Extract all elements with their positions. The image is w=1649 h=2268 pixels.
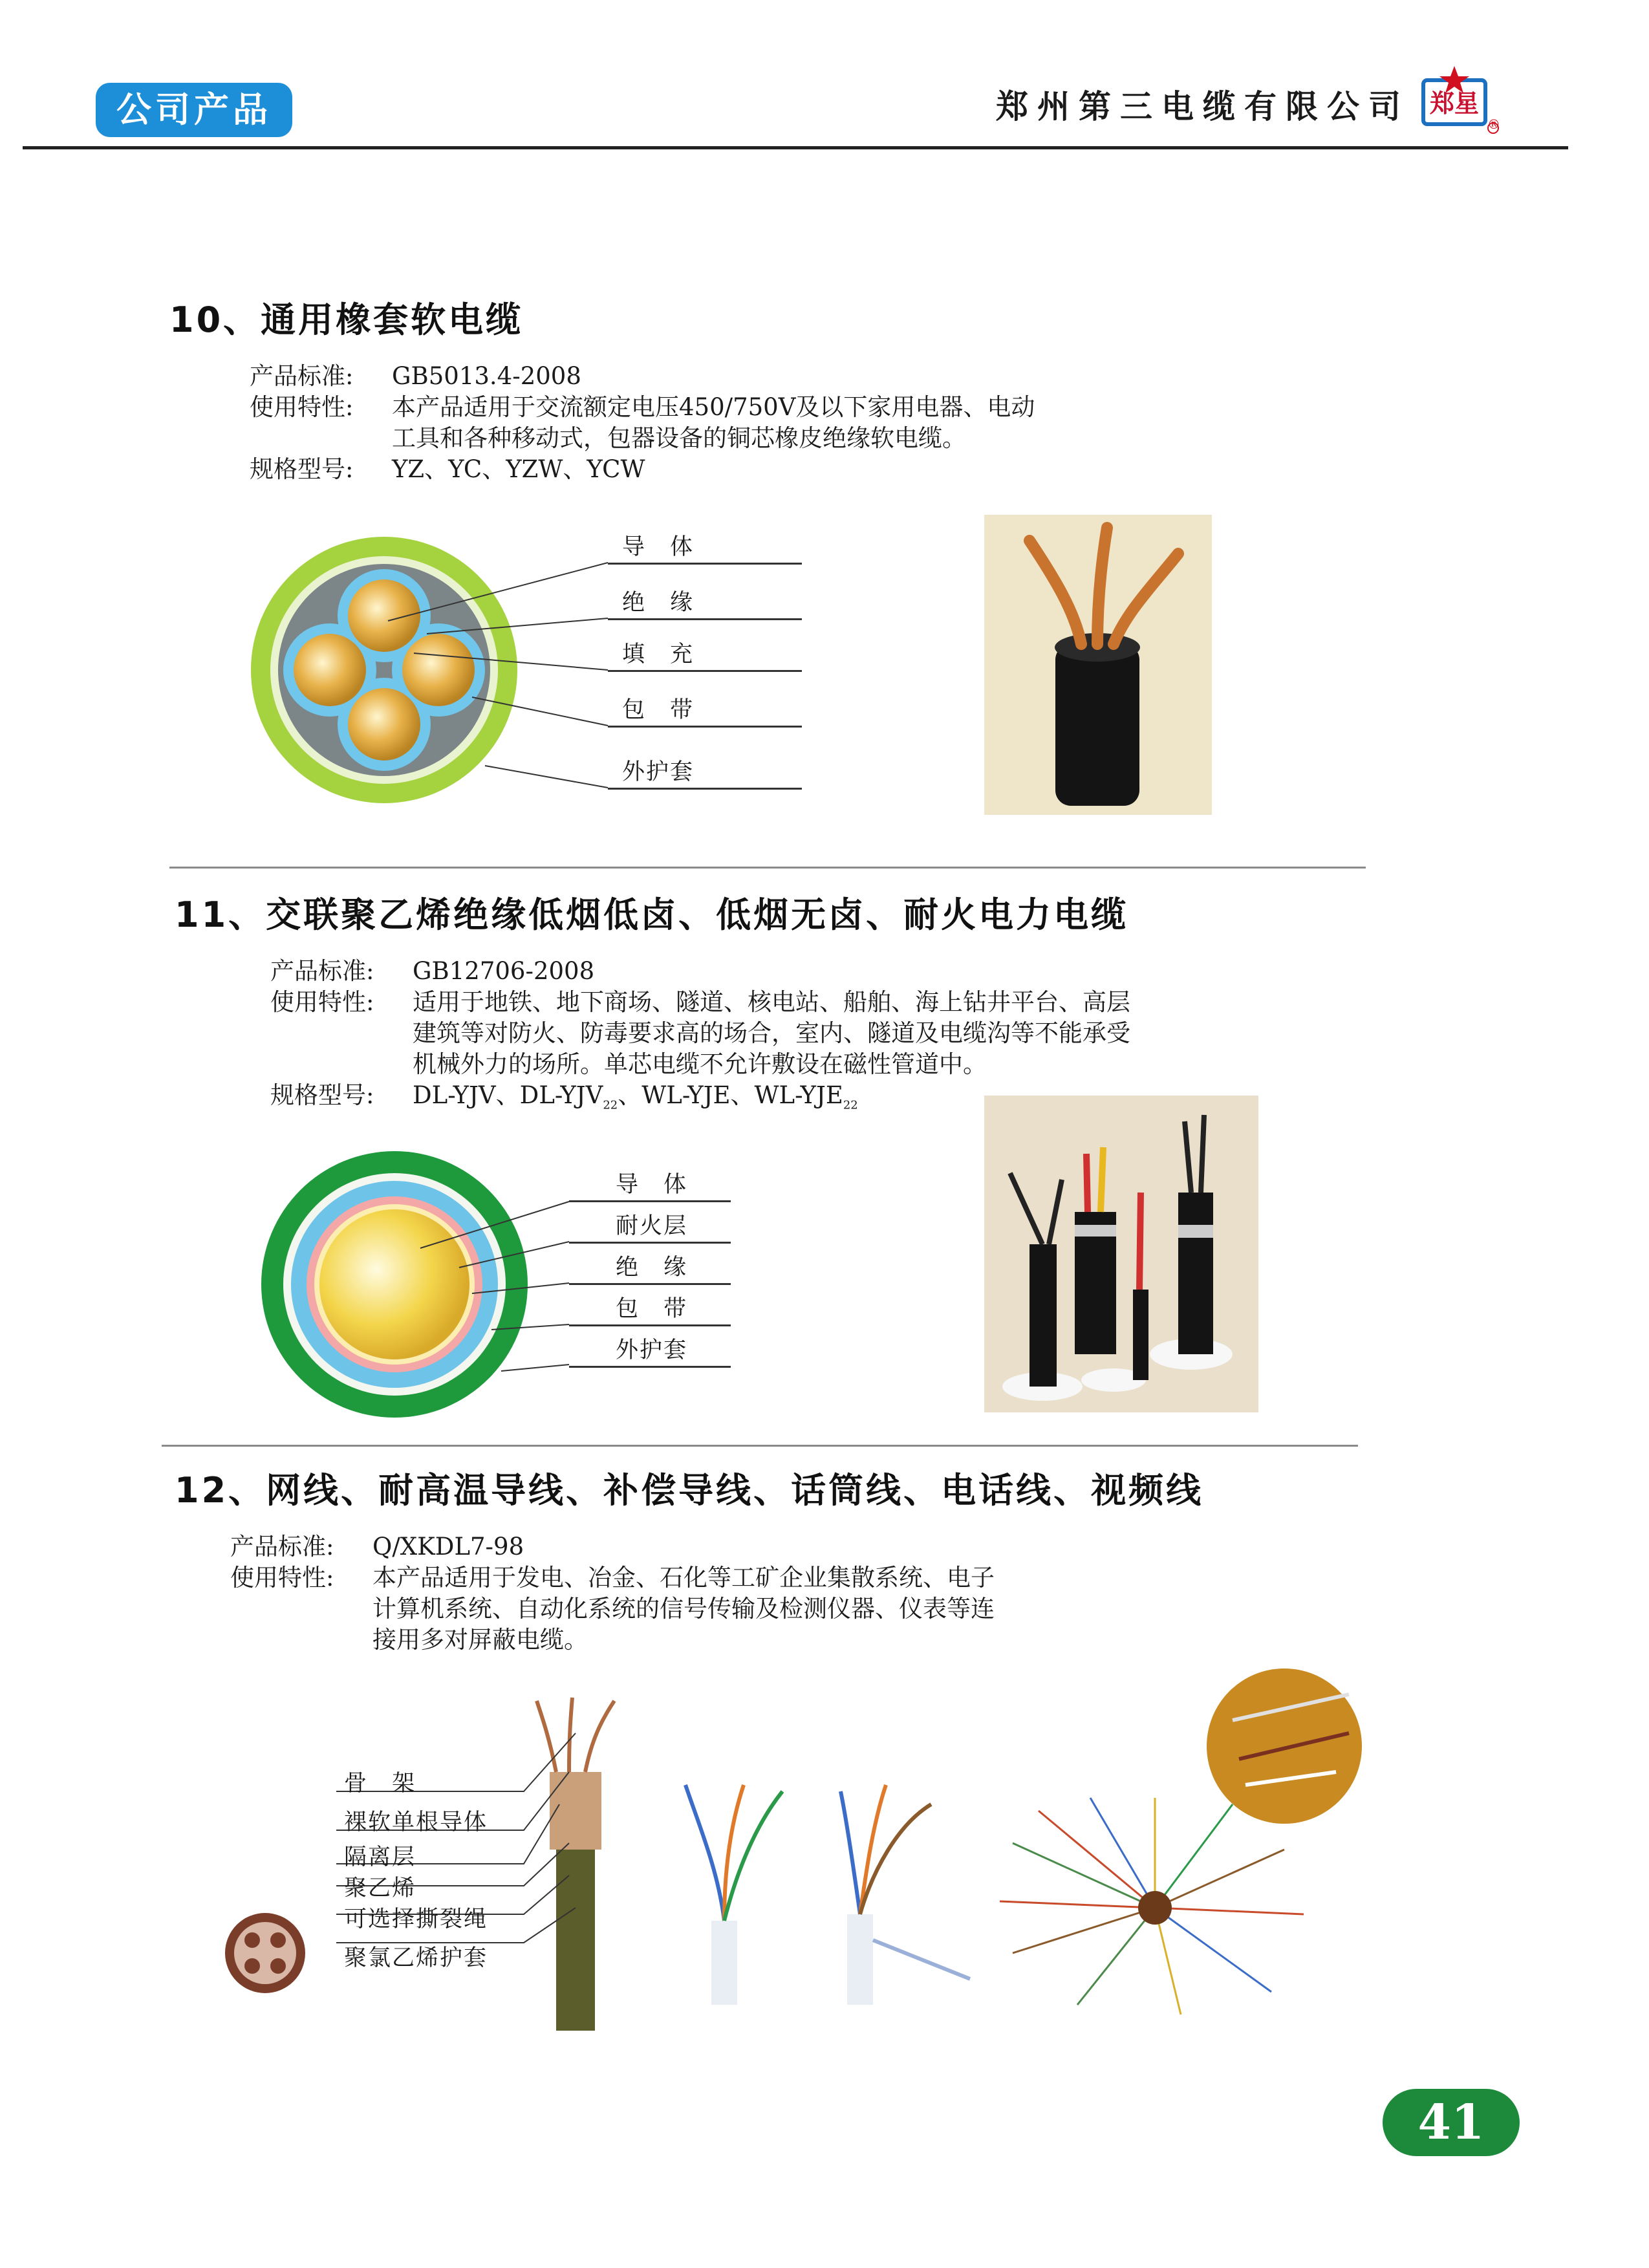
label-underline	[569, 1324, 731, 1326]
label-underline	[569, 1242, 731, 1244]
usage-line: 接用多对屏蔽电缆。	[372, 1626, 588, 1654]
label-pvc-sheath: 聚氯乙烯护套	[344, 1945, 488, 1971]
label-underline	[608, 726, 802, 728]
label-polyethylene: 聚乙烯	[344, 1875, 416, 1901]
section-12-specs	[230, 1531, 995, 1656]
label-filler: 填 充	[622, 642, 695, 667]
section-10-specs	[250, 361, 1035, 485]
label-underline	[569, 1200, 731, 1202]
label-skeleton: 骨 架	[344, 1771, 416, 1797]
standard-label: 产品标准:	[230, 1533, 334, 1561]
multi-wire-cable-photo	[987, 1656, 1407, 2018]
model-label: 规格型号:	[250, 455, 354, 483]
company-name: 郑州第三电缆有限公司	[996, 87, 1410, 125]
label-rip-cord: 可选择撕裂绳	[344, 1906, 488, 1932]
standard-value: GB12706-2008	[413, 957, 595, 985]
label-isolation-layer: 隔离层	[344, 1844, 416, 1870]
usage-line: 建筑等对防火、防毒要求高的场合，室内、隧道及电缆沟等不能承受	[413, 1019, 1130, 1047]
standard-label: 产品标准:	[270, 957, 374, 985]
model-value: YZ、YC、YZW、YCW	[392, 455, 645, 483]
usage-label: 使用特性:	[230, 1564, 334, 1592]
label-underline	[569, 1283, 731, 1285]
label-outer-sheath: 外护套	[616, 1337, 688, 1363]
usage-line: 计算机系统、自动化系统的信号传输及检测仪器、仪表等连	[372, 1595, 995, 1623]
section-separator	[162, 1445, 1358, 1447]
header-rule	[23, 146, 1568, 149]
label-tape: 包 带	[616, 1296, 688, 1322]
rubber-cable-photo	[984, 515, 1212, 815]
logo-text: 郑星	[1429, 89, 1479, 118]
label-underline	[608, 670, 802, 672]
label-outer-sheath: 外护套	[622, 759, 695, 785]
usage-line: 工具和各种移动式，包器设备的铜芯橡皮绝缘软电缆。	[392, 424, 966, 452]
network-cables-photo	[679, 1772, 989, 2005]
label-insulation: 绝 缘	[622, 590, 695, 616]
label-tape: 包 带	[622, 697, 695, 723]
model-label: 规格型号:	[270, 1081, 374, 1109]
usage-line: 机械外力的场所。单芯电缆不允许敷设在磁性管道中。	[413, 1050, 987, 1078]
standard-value: Q/XKDL7-98	[372, 1533, 524, 1561]
label-conductor: 导 体	[616, 1172, 688, 1198]
page-number: 41	[1383, 2089, 1520, 2156]
label-underline	[608, 563, 802, 565]
power-cable-photo	[984, 1096, 1258, 1412]
standard-value: GB5013.4-2008	[392, 362, 581, 390]
network-cable-cross-section	[220, 1908, 310, 1998]
usage-line: 适用于地铁、地下商场、隧道、核电站、船舶、海上钻井平台、高层	[413, 988, 1130, 1016]
label-underline	[608, 788, 802, 790]
label-bare-conductor: 裸软单根导体	[344, 1809, 488, 1835]
label-insulation: 绝 缘	[616, 1255, 688, 1280]
label-conductor: 导 体	[622, 534, 695, 560]
section-badge: 公司产品	[96, 83, 292, 137]
label-underline	[608, 618, 802, 620]
usage-line: 本产品适用于发电、冶金、石化等工矿企业集散系统、电子	[372, 1564, 995, 1592]
section-11-title: 11、交联聚乙烯绝缘低烟低卤、低烟无卤、耐火电力电缆	[175, 894, 1129, 935]
standard-label: 产品标准:	[250, 362, 354, 390]
section-10-title: 10、通用橡套软电缆	[169, 299, 524, 340]
label-underline	[569, 1366, 731, 1368]
label-fire-layer: 耐火层	[616, 1213, 688, 1239]
section-separator	[169, 867, 1366, 869]
registered-mark: ®	[1487, 116, 1500, 132]
section-12-title: 12、网线、耐高温导线、补偿导线、话筒线、电话线、视频线	[175, 1470, 1204, 1511]
usage-label: 使用特性:	[270, 988, 374, 1016]
usage-label: 使用特性:	[250, 393, 354, 421]
usage-line: 本产品适用于交流额定电压450/750V及以下家用电器、电动	[392, 393, 1035, 421]
model-value: DL-YJV、$DL-YJV_{22}$、WL-YJE、$WL-YJE_{22}$	[413, 1081, 858, 1112]
rubber-cable-cross-section-diagram	[233, 530, 815, 815]
